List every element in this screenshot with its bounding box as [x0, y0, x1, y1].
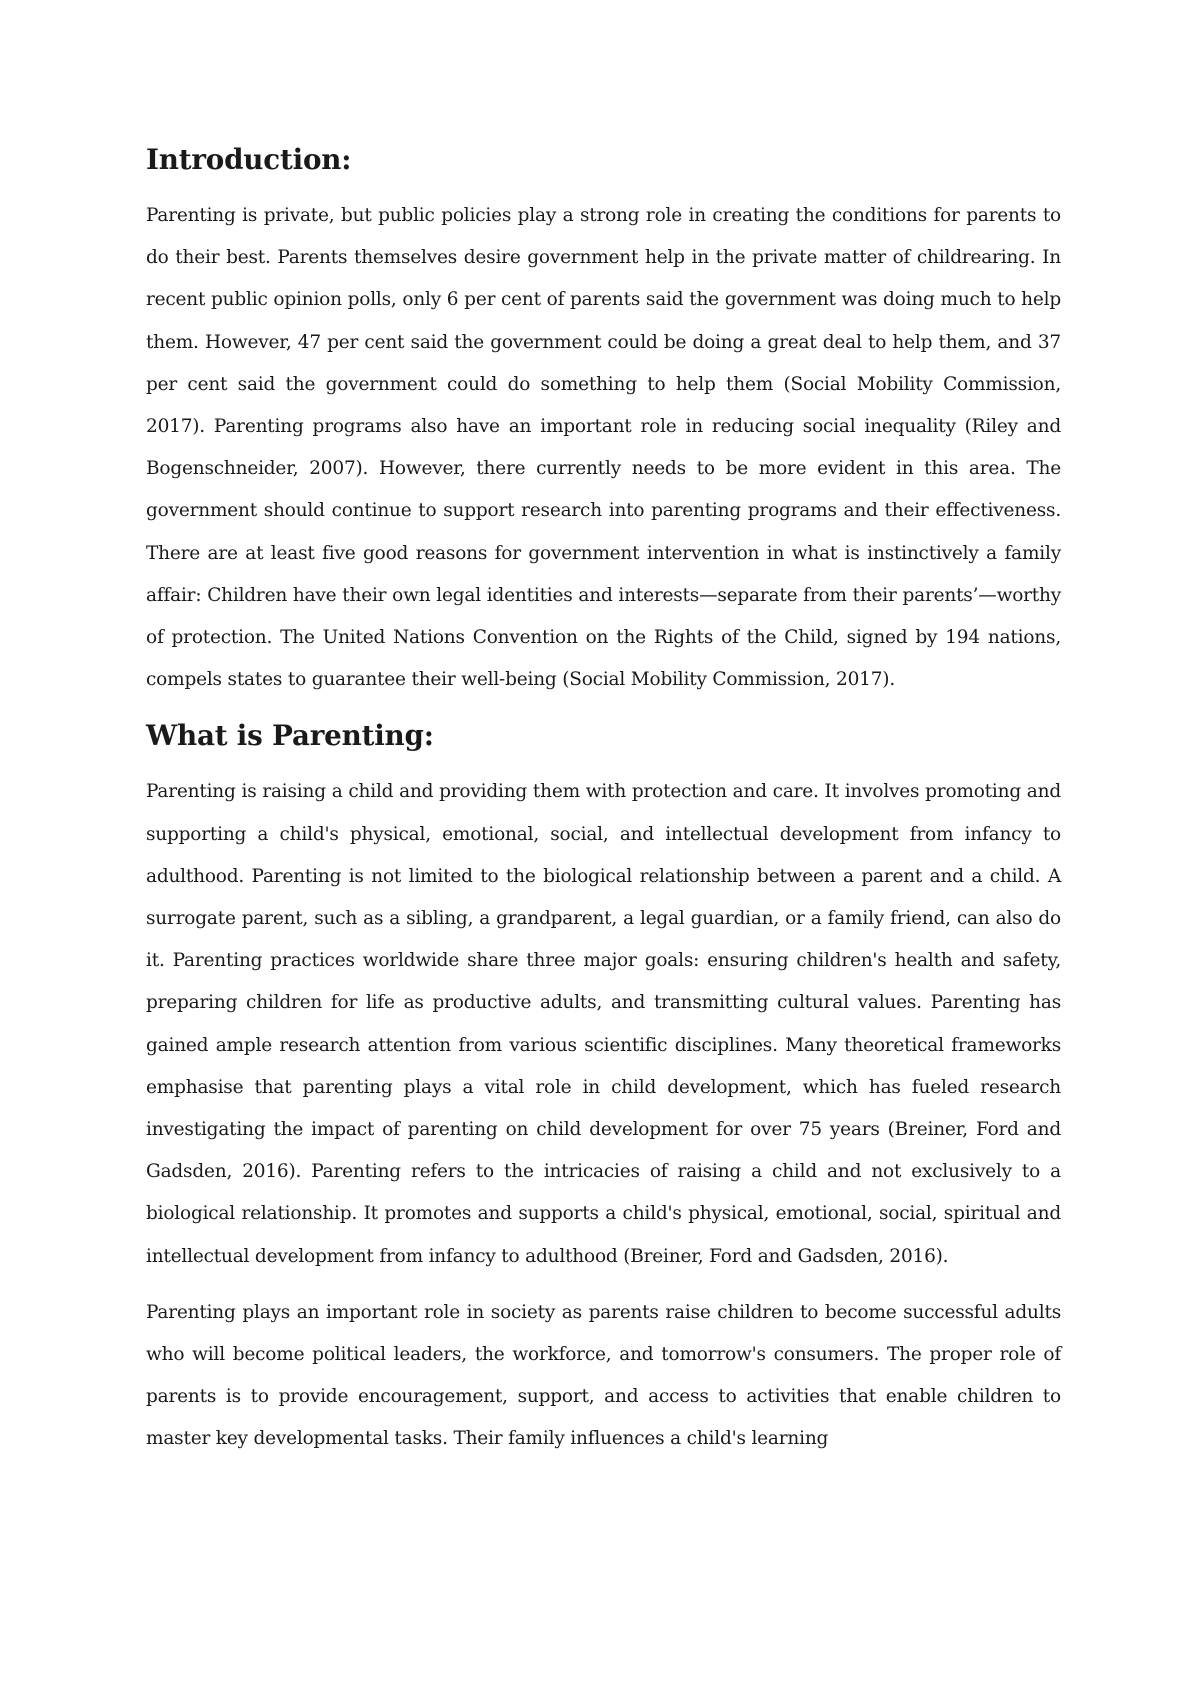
introduction-paragraph: Parenting is private, but public policies play a strong role in creating the conditions for parents to do their best. Parents themselves desire government help in the private matter of childrearing. In recent public opinion polls, only 6 per cent of parents said the government was doing much to help them. However, 47 per cent said the government could be doing a great deal to help them, and 37 per cent said the government could do something to help them (Social Mobility Commission, 2017). Parenting programs also have an important role in reducing social inequality (Riley and Bogenschneider, 2007). However, there currently needs to be more evident in this area. The government should continue to support research into parenting programs and their effectiveness. There are at least five good reasons for government intervention in what is instinctively a family affair: Children have their own legal identities and interests—separate from their parents’—worthy of protection. The United Nations Convention on the Rights of the Child, signed by 194 nations, compels states to guarantee their well-being (Social Mobility Commission, 2017).	[146, 205, 1061, 691]
document-body	[146, 139, 1061, 1461]
spacer	[146, 701, 1061, 715]
section-heading-what-is-parenting: What is Parenting:	[146, 719, 434, 753]
spacer	[146, 757, 1061, 771]
section-heading-introduction: Introduction:	[146, 143, 352, 176]
spacer	[146, 1278, 1061, 1292]
spacer	[146, 181, 1061, 195]
parenting-definition-paragraph: Parenting is raising a child and providing them with protection and care. It involves promoting and supporting a child's physical, emotional, social, and intellectual development from infancy to adulthood. Parenting is not limited to the biological relationship between a parent and a child. A surrogate parent, such as a sibling, a grandparent, a legal guardian, or a family friend, can also do it. Parenting practices worldwide share three major goals: ensuring children's health and safety, preparing children for life as productive adults, and transmitting cultural values. Parenting has gained ample research attention from various scientific disciplines. Many theoretical frameworks emphasise that parenting plays a vital role in child development, which has fueled research investigating the impact of parenting on child development for over 75 years (Breiner, Ford and Gadsden, 2016). Parenting refers to the intricacies of raising a child and not exclusively to a biological relationship. It promotes and supports a child's physical, emotional, social, spiritual and intellectual development from infancy to adulthood (Breiner, Ford and Gadsden, 2016).	[146, 781, 1061, 1267]
parenting-role-paragraph: Parenting plays an important role in society as parents raise children to become successful adults who will become political leaders, the workforce, and tomorrow's consumers. The proper role of parents is to provide encouragement, support, and access to activities that enable children to master key developmental tasks. Their family influences a child's learning	[146, 1301, 1061, 1450]
